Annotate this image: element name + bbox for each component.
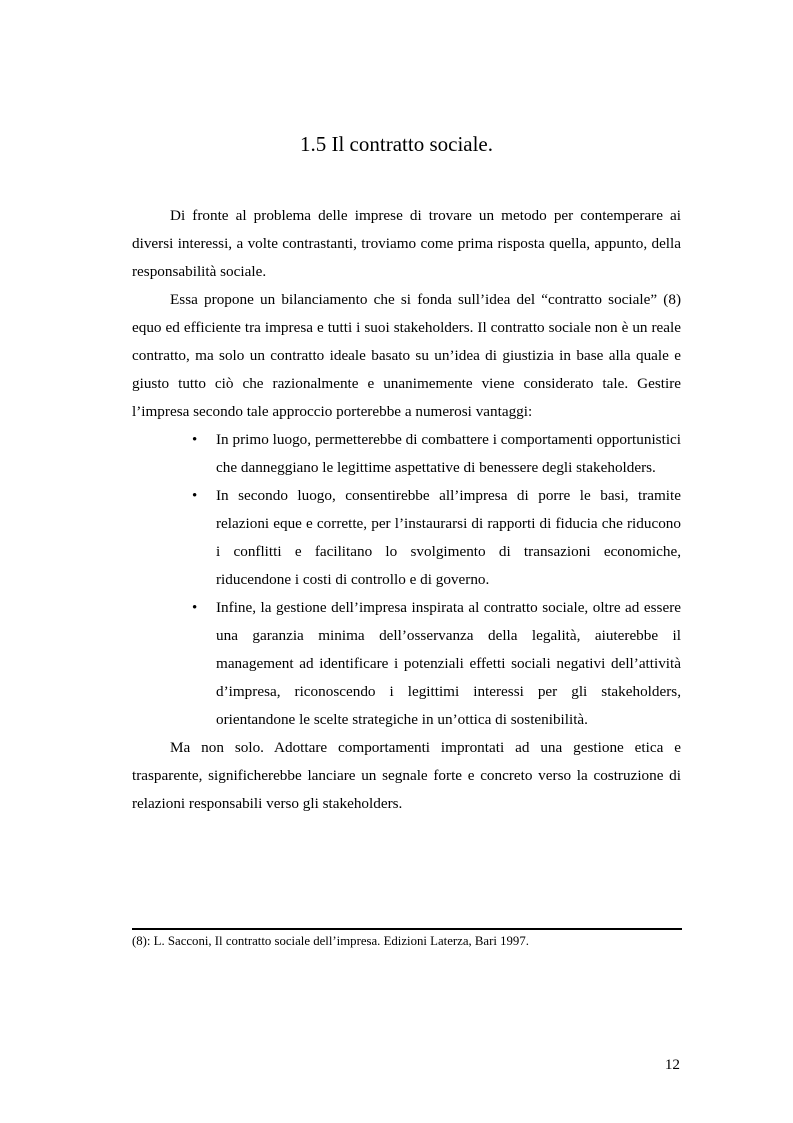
list-item-text: In primo luogo, permetterebbe di combattere i comportamenti opportunistici che danneggiano le legittime aspettative di benessere degli stakeholders.: [216, 431, 681, 476]
paragraph-conclusion: Ma non solo. Adottare comportamenti improntati ad una gestione etica e trasparente, significherebbe lanciare un segnale forte e concreto verso la costruzione di relazioni responsabili verso gli stakeholders.: [132, 739, 681, 812]
page-number: 12: [664, 1056, 680, 1073]
list-item-second-advantage: [132, 482, 681, 594]
list-item-text: In secondo luogo, consentirebbe all’impresa di porre le basi, tramite relazioni eque e corrette, per l’instaurarsi di rapporti di fiducia che riducono i conflitti e facilitano lo svolgimento di transazioni economiche, riducendone i costi di controllo e di governo.: [216, 487, 681, 588]
footnote-divider: [132, 928, 682, 930]
paragraph-intro: Di fronte al problema delle imprese di trovare un metodo per contemperare ai diversi interessi, a volte contrastanti, troviamo come prima risposta quella, appunto, della responsabilità sociale.: [132, 207, 681, 280]
bullet-icon: •: [192, 432, 198, 448]
bullet-icon: •: [192, 600, 198, 616]
section-title: 1.5 Il contratto sociale.: [299, 132, 494, 156]
list-item-first-advantage: [132, 426, 681, 482]
paragraph-social-contract: Essa propone un bilanciamento che si fonda sull’idea del “contratto sociale” (8) equo ed efficiente tra impresa e tutti i suoi stakeholders. Il contratto sociale non è un reale contratto, ma solo un contratto ideale basato su un’idea di giustizia in base alla quale e giusto tutto ciò che razionalmente e unanimemente viene considerato tale. Gestire l’impresa secondo tale approccio porterebbe a numerosi vantaggi:: [132, 291, 681, 420]
list-item-text: Infine, la gestione dell’impresa inspirata al contratto sociale, oltre ad essere una garanzia minima dell’osservanza della legalità, aiuterebbe il management ad identificare i potenziali effetti sociali negativi dell’attività d’impresa, riconoscendo i legittimi interessi per gli stakeholders, orientandone le scelte strategiche in un’ottica di sostenibilità.: [216, 599, 681, 728]
footnote: (8): L. Sacconi, Il contratto sociale dell’impresa. Edizioni Laterza, Bari 1997.: [132, 934, 529, 948]
body-text: [132, 202, 681, 818]
bullet-icon: •: [192, 488, 198, 504]
advantages-list: [132, 426, 681, 734]
list-item-third-advantage: [132, 594, 681, 734]
